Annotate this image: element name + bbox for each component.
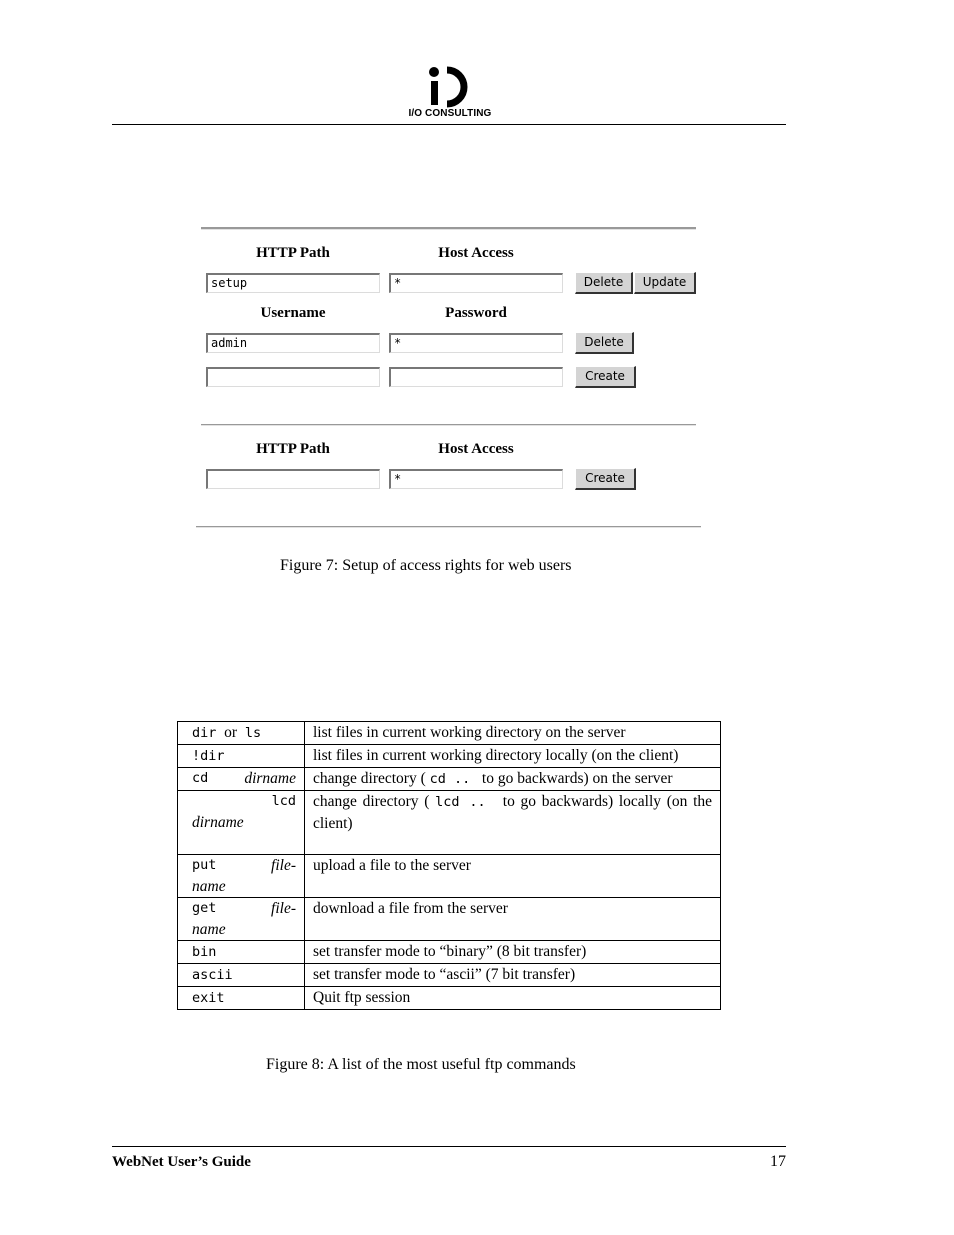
command-name: dir xyxy=(192,725,217,741)
username-label: Username xyxy=(260,305,326,321)
table-row: dir or ls list files in current working directory on the server xyxy=(178,722,721,745)
command-argument: dirname xyxy=(244,770,296,787)
command-name: put xyxy=(192,857,217,873)
command-name: ascii xyxy=(192,967,233,983)
command-description: Quit ftp session xyxy=(305,987,721,1010)
command-name: get xyxy=(192,900,217,916)
command-description: list files in current working directory locally (on the client) xyxy=(305,745,721,768)
create-user-button[interactable]: Create xyxy=(575,366,636,388)
figure-8-caption: Figure 8: A list of the most useful ftp commands xyxy=(266,1056,576,1073)
table-row xyxy=(178,768,721,791)
table-row: get file- name download a file from the server xyxy=(178,898,721,941)
new-username-field[interactable] xyxy=(206,367,380,387)
create-path-button[interactable]: Create xyxy=(575,468,636,490)
command-description: list files in current working directory on the server xyxy=(305,722,721,745)
update-path-button[interactable]: Update xyxy=(634,272,696,294)
footer-title: WebNet User’s Guide xyxy=(112,1154,251,1170)
io-logo-icon xyxy=(427,64,473,108)
delete-path-button[interactable]: Delete xyxy=(575,272,633,294)
ftp-commands-table xyxy=(177,721,721,1010)
password-field[interactable]: * xyxy=(389,333,563,353)
command-description: set transfer mode to “ascii” (7 bit transfer) xyxy=(305,964,721,987)
command-name: ls xyxy=(244,725,262,741)
logo-text: I/O CONSULTING xyxy=(408,108,492,119)
command-argument: dirname xyxy=(192,814,244,831)
company-logo xyxy=(400,64,500,120)
command-name: lcd xyxy=(271,793,296,809)
new-password-field[interactable] xyxy=(389,367,563,387)
command-description: upload a file to the server xyxy=(305,855,721,898)
http-path-label: HTTP Path xyxy=(256,245,330,261)
command-description: download a file from the server xyxy=(305,898,721,941)
host-access-field[interactable]: * xyxy=(389,273,563,293)
header-rule xyxy=(112,124,786,125)
table-row xyxy=(178,964,721,987)
http-path-field[interactable]: setup xyxy=(206,273,380,293)
command-name: bin xyxy=(192,944,217,960)
table-row xyxy=(178,941,721,964)
form-divider xyxy=(201,227,696,230)
footer-rule xyxy=(112,1146,786,1147)
host-access-label: Host Access xyxy=(438,245,514,261)
command-description: change directory ( lcd .. to go backwards) locally (on the client) xyxy=(305,791,721,855)
command-name: exit xyxy=(192,990,225,1006)
delete-user-button[interactable]: Delete xyxy=(575,332,634,354)
command-name: !dir xyxy=(192,748,225,764)
table-row xyxy=(178,745,721,768)
command-description: change directory ( cd .. to go backwards) on the server xyxy=(305,768,721,791)
new-http-path-field[interactable] xyxy=(206,469,380,489)
http-path-label: HTTP Path xyxy=(256,441,330,457)
form-divider xyxy=(201,424,696,426)
table-row xyxy=(178,987,721,1010)
table-row xyxy=(178,791,721,855)
password-label: Password xyxy=(445,305,507,321)
table-row: put file- name upload a file to the server xyxy=(178,855,721,898)
username-field[interactable]: admin xyxy=(206,333,380,353)
figure-7-caption: Figure 7: Setup of access rights for web users xyxy=(280,557,572,574)
command-name: cd xyxy=(192,770,209,786)
form-divider xyxy=(196,526,701,528)
command-description: set transfer mode to “binary” (8 bit transfer) xyxy=(305,941,721,964)
host-access-label: Host Access xyxy=(438,441,514,457)
page-number: 17 xyxy=(770,1153,786,1170)
new-host-access-field[interactable]: * xyxy=(389,469,563,489)
